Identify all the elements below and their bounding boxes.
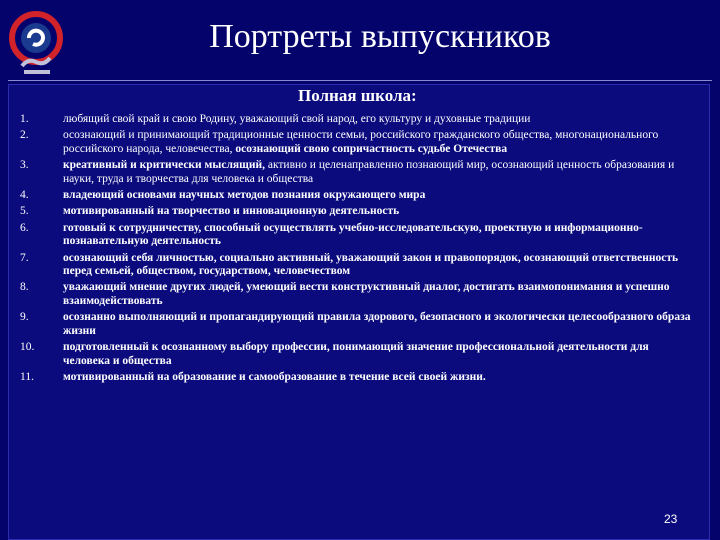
title-divider (8, 80, 712, 81)
list-item-number: 11. (20, 370, 34, 383)
list-item-number: 2. (20, 129, 29, 142)
highlighted-text: осознающий себя личностью, социально активный, уважающий закон и правопорядок, осознающий ответственность перед семьей, обществом, государством, человечеством (63, 251, 679, 278)
list-item (20, 205, 692, 218)
list-item-number: 8. (20, 281, 29, 294)
highlighted-text: подготовленный к осознанному выбору профессии, понимающий значение профессиональной деятельности для человека и общества (63, 341, 649, 367)
highlighted-text: мотивированный на творчество и инновационную деятельность (63, 205, 400, 218)
list-item-text (63, 129, 691, 156)
list-item-number: 4. (20, 189, 29, 202)
school-emblem-icon (8, 8, 70, 80)
list-item-number: 10. (20, 341, 35, 354)
list-item-number: 9. (20, 311, 29, 324)
list-item-text (63, 371, 691, 384)
list-item-text (63, 189, 691, 202)
list-item-text (63, 113, 691, 126)
list-item (20, 281, 692, 308)
list-item (20, 252, 692, 279)
plain-text: активно и целенаправленно познающий мир, осознающий ценность образования и науки, труда и творчества для человека и общества (63, 159, 675, 185)
list-item (20, 159, 692, 186)
plain-text: любящий свой край и свою Родину, уважающий свой народ, его культуру и духовные традиции (63, 113, 531, 125)
highlighted-text: владеющий основами научных методов познания окружающего мира (63, 189, 426, 202)
list-item-number: 5. (20, 205, 29, 218)
graduate-qualities-list (20, 113, 692, 387)
list-item (20, 311, 692, 338)
highlighted-text: уважающий мнение других людей, умеющий вести конструктивный диалог, достигать взаимопонимания и успешно взаимодействовать (63, 281, 670, 307)
list-item-text (63, 281, 691, 308)
list-item-text (63, 159, 691, 186)
slide-title: Портреты выпускников (209, 18, 551, 55)
list-item-number: 7. (20, 251, 29, 264)
list-item (20, 371, 692, 384)
plain-text: осознающий и принимающий традиционные ценности семьи, российского гражданского общества, многонационального российского народа, человечества, (63, 129, 659, 155)
list-item-text (63, 252, 691, 279)
list-item (20, 222, 692, 249)
list-item-number: 3. (20, 159, 29, 172)
highlighted-text: осознающий свою сопричастность судьбе Отечества (232, 142, 508, 155)
list-item (20, 189, 692, 202)
list-item-number: 6. (20, 221, 29, 234)
list-item-text (63, 341, 691, 368)
page-number: 23 (664, 512, 678, 526)
list-item (20, 129, 692, 156)
list-item (20, 113, 692, 126)
list-item-text (63, 205, 691, 218)
highlighted-text: креативный и критически мыслящий, (63, 159, 265, 172)
list-item (20, 341, 692, 368)
section-subtitle: Полная школа: (298, 86, 417, 105)
highlighted-text: мотивированный на образование и самообразование в течение всей своей жизни. (63, 370, 486, 383)
highlighted-text: осознанно выполняющий и пропагандирующий правила здорового, безопасного и экологически целесообразного образа жизни (63, 311, 691, 337)
list-item-number: 1. (20, 113, 29, 125)
highlighted-text: готовый к сотрудничеству, способный осуществлять учебно-исследовательскую, проектную и информационно-познавательную деятельность (63, 221, 643, 248)
list-item-text (63, 222, 691, 249)
list-item-text (63, 311, 691, 338)
